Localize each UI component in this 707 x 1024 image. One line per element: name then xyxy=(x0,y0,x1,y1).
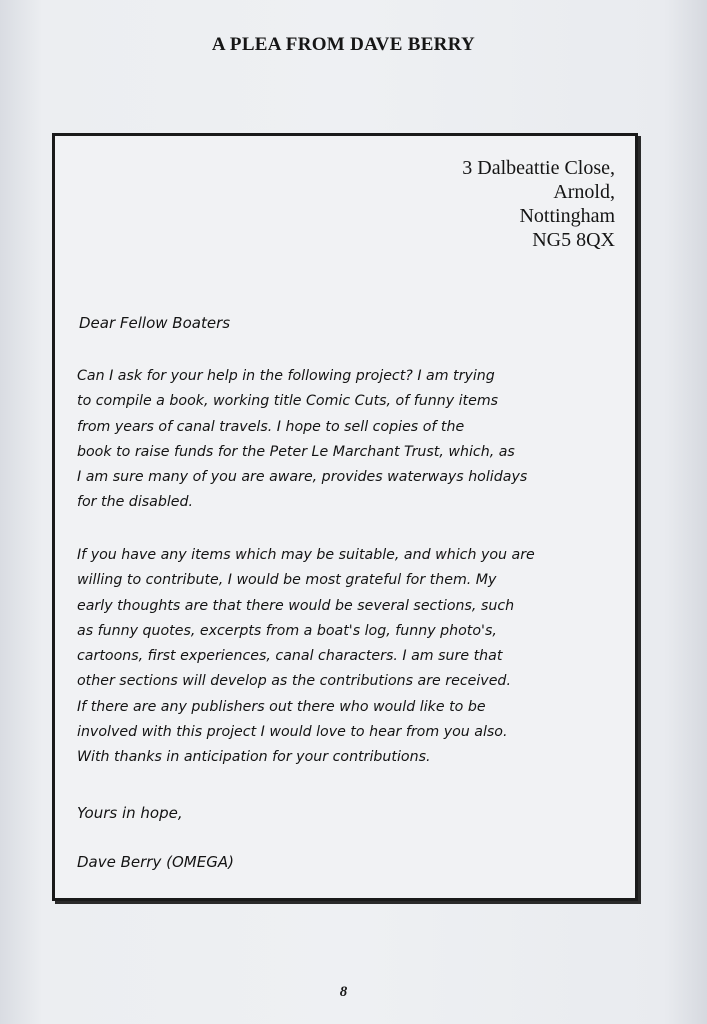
letter-line: Can I ask for your help in the following project? I am trying xyxy=(77,368,495,384)
letter-line: early thoughts are that there would be several sections, such xyxy=(77,597,515,614)
address-line: 3 Dalbeattie Close, xyxy=(462,157,615,179)
letter-line: involved with this project I would love to hear from you also. xyxy=(77,724,508,741)
page-heading: A PLEA FROM DAVE BERRY xyxy=(211,34,476,55)
address-line: NG5 8QX xyxy=(532,229,615,251)
letter-closing: Yours in hope, xyxy=(77,804,183,822)
letter-line: I am sure many of you are aware, provides waterways holidays xyxy=(77,469,528,486)
letter-line: as funny quotes, excerpts from a boat's log, funny photo's, xyxy=(77,622,497,639)
letter-paragraph-1 xyxy=(77,364,617,516)
letter-line: willing to contribute, I would be most grateful for them. My xyxy=(77,572,497,589)
letter-line: With thanks in anticipation for your contributions. xyxy=(77,749,431,766)
letter-line: cartoons, first experiences, canal characters. I am sure that xyxy=(77,648,503,665)
letter-line: If there are any publishers out there who would like to be xyxy=(77,698,486,715)
letter-signature: Dave Berry (OMEGA) xyxy=(77,853,234,871)
address-line: Nottingham xyxy=(519,205,615,227)
letter-line: to compile a book, working title Comic Cuts, of funny items xyxy=(77,393,499,410)
letter-line: from years of canal travels. I hope to sell copies of the xyxy=(77,418,465,435)
letter-salutation: Dear Fellow Boaters xyxy=(79,314,231,332)
letter-paragraph-2 xyxy=(77,543,617,771)
letter-line: other sections will develop as the contributions are received. xyxy=(77,673,511,690)
letter-line: book to raise funds for the Peter Le Marchant Trust, which, as xyxy=(77,443,515,460)
address-line: Arnold, xyxy=(553,181,615,203)
page-number: 8 xyxy=(339,984,348,1000)
letter-line: for the disabled. xyxy=(77,494,194,511)
letter-box xyxy=(52,133,638,901)
letter-line: If you have any items which may be suitable, and which you are xyxy=(77,547,535,563)
sender-address xyxy=(462,156,615,252)
